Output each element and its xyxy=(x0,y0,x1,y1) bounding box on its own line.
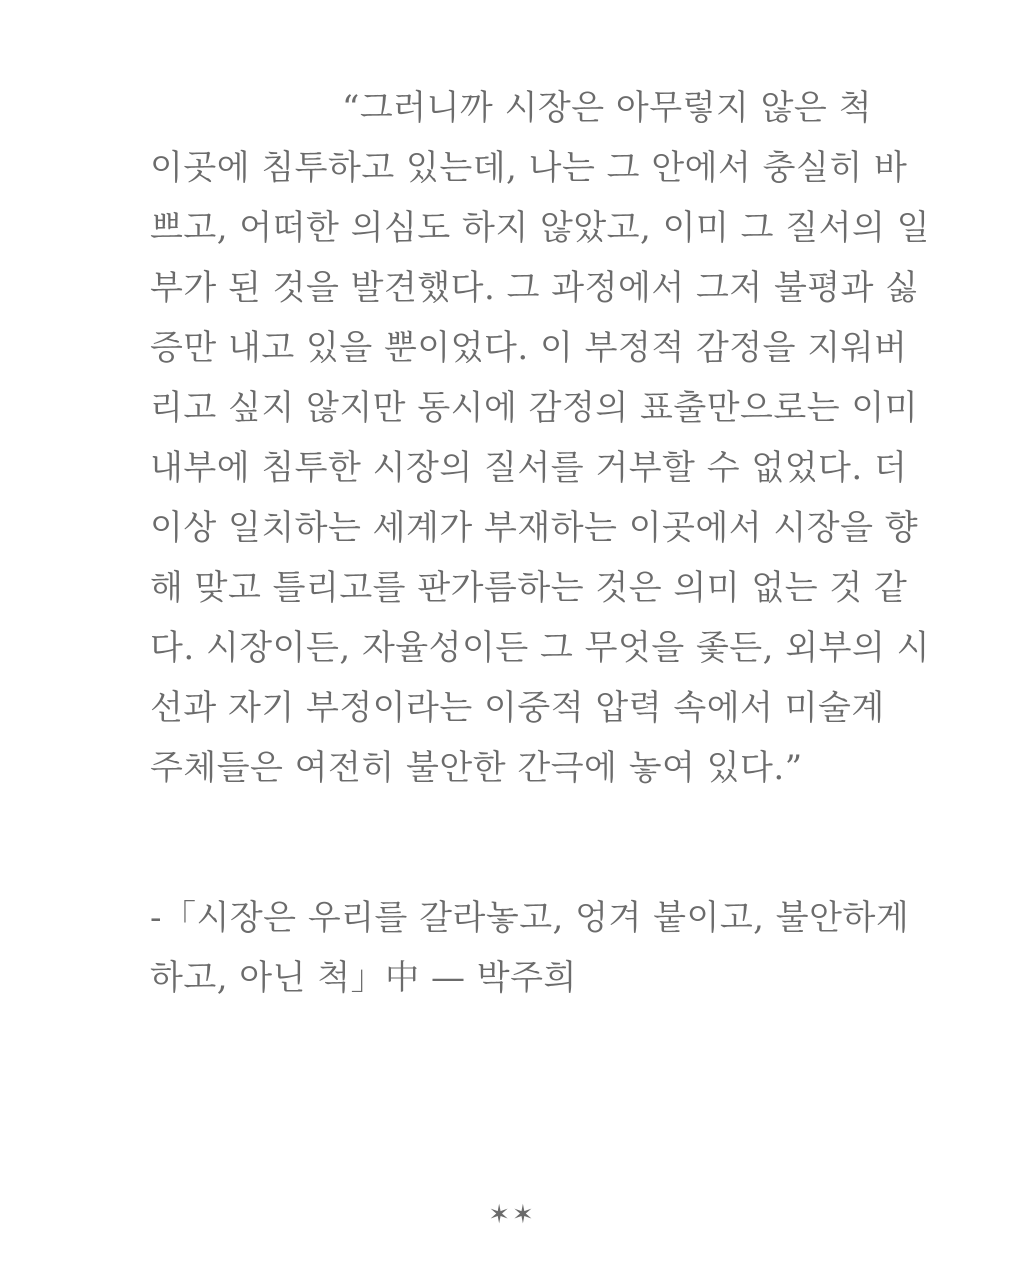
quote-line: 부가 된 것을 발견했다. 그 과정에서 그저 불평과 싫 xyxy=(150,268,919,308)
source-line: -「시장은 우리를 갈라놓고, 엉겨 붙이고, 불안하게 xyxy=(150,898,910,938)
quote-line: 쁘고, 어떠한 의심도 하지 않았고, 이미 그 질서의 일 xyxy=(150,208,930,248)
quote-block xyxy=(150,78,930,798)
quote-line: 증만 내고 있을 뿐이었다. 이 부정적 감정을 지워버 xyxy=(150,328,908,368)
quote-line: 리고 싶지 않지만 동시에 감정의 표출만으로는 이미 xyxy=(150,388,919,428)
quote-line: 선과 자기 부정이라는 이중적 압력 속에서 미술계 xyxy=(150,688,885,728)
quote-line: 해 맞고 틀리고를 판가름하는 것은 의미 없는 것 같 xyxy=(150,568,908,608)
quote-line: 주체들은 여전히 불안한 간극에 놓여 있다.” xyxy=(150,748,803,788)
quote-line: 내부에 침투한 시장의 질서를 거부할 수 없었다. 더 xyxy=(150,448,908,488)
quote-line: “그러니까 시장은 아무렇지 않은 척 xyxy=(342,88,872,128)
source-citation xyxy=(150,888,910,1008)
footer-asterisk-mark: ✶✶ xyxy=(488,1200,536,1230)
quote-line: 이곳에 침투하고 있는데, 나는 그 안에서 충실히 바 xyxy=(150,148,908,188)
source-line: 하고, 아닌 척」中 — 박주희 xyxy=(150,958,577,998)
quote-line: 다. 시장이든, 자율성이든 그 무엇을 좇든, 외부의 시 xyxy=(150,628,930,668)
quote-line: 이상 일치하는 세계가 부재하는 이곳에서 시장을 향 xyxy=(150,508,919,548)
